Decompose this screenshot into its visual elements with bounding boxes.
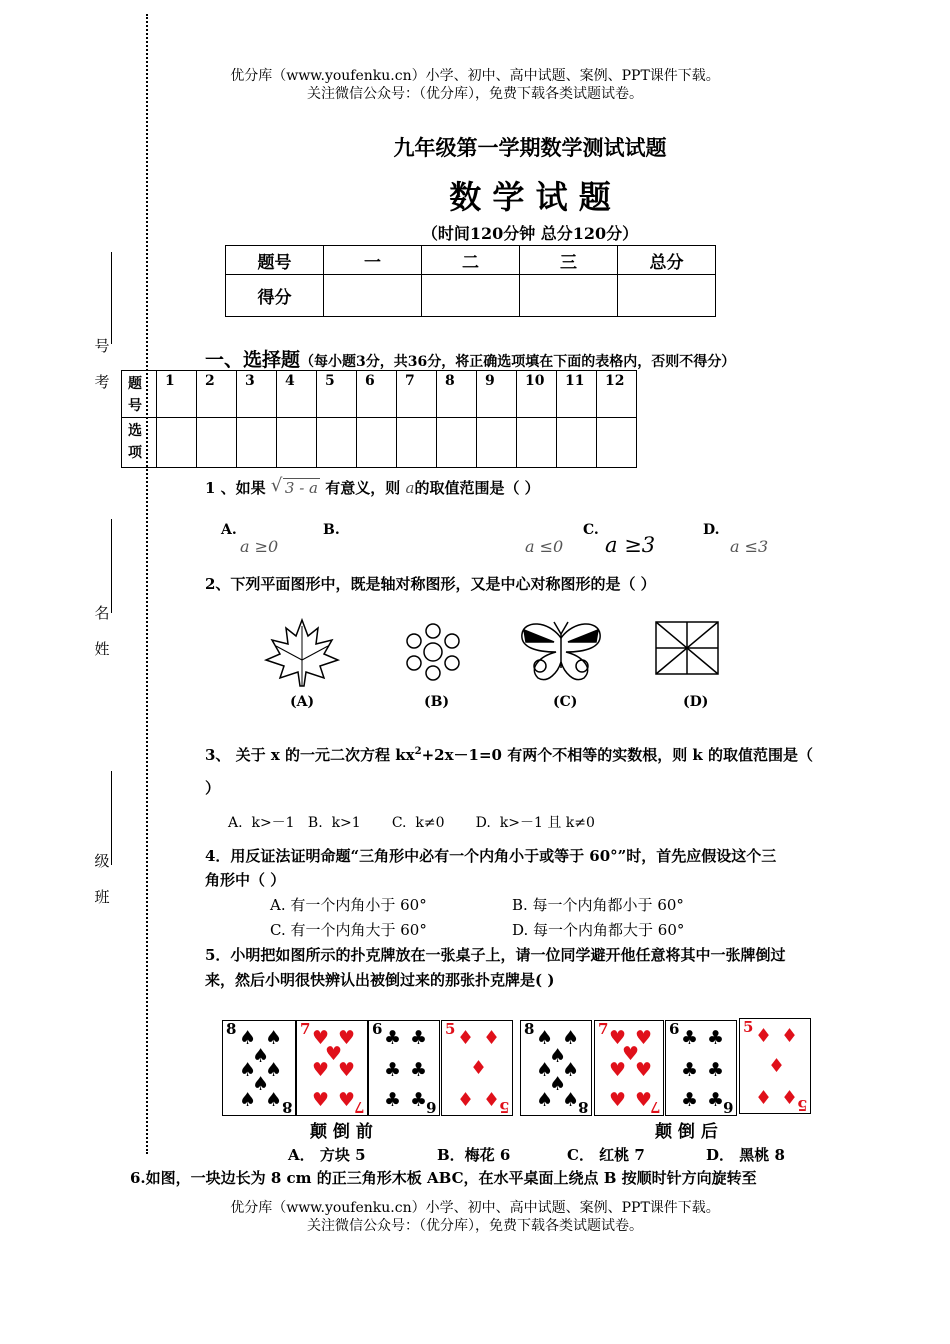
q5-option-d: D． 黑桃 8 bbox=[706, 1146, 785, 1164]
score-cell[interactable] bbox=[324, 275, 422, 317]
q1-option-a-expr: a ≥0 bbox=[240, 537, 279, 556]
playing-card: 8 8 ♠ ♠ ♠ ♠ ♠ ♠ ♠ ♠ bbox=[520, 1020, 592, 1116]
snowflake-figure bbox=[393, 620, 473, 688]
question-5-cont: 来，然后小明很快辨认出被倒过来的那张扑克牌是( ) bbox=[205, 971, 555, 989]
kaohao-write-line bbox=[111, 252, 112, 344]
answer-cell[interactable] bbox=[477, 418, 517, 468]
butterfly-figure bbox=[518, 618, 604, 688]
answer-number: 9 bbox=[477, 371, 517, 418]
maple-leaf-figure bbox=[262, 616, 342, 692]
playing-card: 7 7 ♥ ♥ ♥ ♥ ♥ ♥ ♥ bbox=[594, 1020, 664, 1116]
answer-cell[interactable] bbox=[437, 418, 477, 468]
score-header: 题号 bbox=[226, 246, 324, 275]
score-cell[interactable] bbox=[520, 275, 618, 317]
answer-cell[interactable] bbox=[277, 418, 317, 468]
answer-cell[interactable] bbox=[157, 418, 197, 468]
score-cell[interactable] bbox=[618, 275, 716, 317]
side-label-banji: 级 班 bbox=[94, 852, 110, 906]
question-6: 6.如图，一块边长为 8 cm 的正三角形木板 ABC，在水平桌面上绕点 B 按顺时针方向旋转至 bbox=[130, 1169, 757, 1187]
answer-number: 11 bbox=[557, 371, 597, 418]
header-line-2: 关注微信公众号：（优分库），免费下载各类试题试卷。 bbox=[307, 86, 643, 102]
q4-option-a: A. 有一个内角小于 60° bbox=[270, 896, 427, 914]
exam-title: 九年级第一学期数学测试试题 bbox=[393, 135, 667, 160]
question-3-options: A. k>－1 B. k>1 C. k≠0 D. k>－1 且 k≠0 bbox=[228, 815, 595, 831]
binding-dotted-line bbox=[146, 14, 148, 1154]
figure-label-a: (A) bbox=[290, 694, 315, 710]
answer-number: 3 bbox=[237, 371, 277, 418]
q1-option-a-label: A. bbox=[221, 522, 237, 538]
answer-table bbox=[121, 370, 637, 468]
figure-label-b: (B) bbox=[424, 694, 450, 710]
score-cell[interactable] bbox=[422, 275, 520, 317]
answer-cell[interactable] bbox=[597, 418, 637, 468]
playing-card: 7 7 ♥ ♥ ♥ ♥ ♥ ♥ ♥ bbox=[296, 1020, 368, 1116]
pinwheel-figure bbox=[654, 620, 720, 680]
answer-row-label: 题 号 bbox=[122, 371, 157, 418]
q1-option-b-label: B. bbox=[323, 522, 340, 538]
playing-card: 5 5 ♦ ♦ ♦ ♦ ♦ bbox=[739, 1018, 811, 1114]
q5-option-b: B．梅花 6 bbox=[437, 1146, 511, 1164]
question-1: 1 、如果 √ 3 - a 有意义，则 a的取值范围是（ ） bbox=[205, 476, 540, 500]
answer-cell[interactable] bbox=[557, 418, 597, 468]
q4-option-b: B. 每一个内角都小于 60° bbox=[512, 896, 684, 914]
answer-cell[interactable] bbox=[517, 418, 557, 468]
playing-card: 6 6 ♣ ♣ ♣ ♣ ♣ ♣ bbox=[665, 1020, 737, 1116]
footer-line-1: 优分库（www.youfenku.cn）小学、初中、高中试题、案例、PPT课件下载。 bbox=[230, 1200, 720, 1216]
header-line-1: 优分库（www.youfenku.cn）小学、初中、高中试题、案例、PPT课件下载。 bbox=[230, 68, 720, 84]
cards-before-label: 颠 倒 前 bbox=[310, 1122, 373, 1142]
question-3-close: ） bbox=[205, 779, 221, 797]
answer-cell[interactable] bbox=[397, 418, 437, 468]
answer-number: 4 bbox=[277, 371, 317, 418]
answer-number: 8 bbox=[437, 371, 477, 418]
answer-cell[interactable] bbox=[197, 418, 237, 468]
answer-number: 12 bbox=[597, 371, 637, 418]
question-4-cont: 角形中（ ） bbox=[205, 871, 286, 889]
q4-option-c: C. 有一个内角大于 60° bbox=[270, 921, 427, 939]
section1-heading: 一、选择题（每小题3分，共36分，将正确选项填在下面的表格内，否则不得分） bbox=[205, 349, 736, 371]
answer-number: 6 bbox=[357, 371, 397, 418]
q5-option-c: C． 红桃 7 bbox=[567, 1146, 645, 1164]
playing-card: 5 5 ♦ ♦ ♦ ♦ ♦ bbox=[441, 1020, 513, 1116]
exam-duration: （时间120分钟 总分120分） bbox=[421, 224, 639, 243]
q5-option-a: A． 方块 5 bbox=[288, 1146, 366, 1164]
cards-after-label: 颠 倒 后 bbox=[655, 1122, 718, 1142]
score-table bbox=[225, 245, 716, 317]
answer-number: 10 bbox=[517, 371, 557, 418]
answer-row-label: 选 项 bbox=[122, 418, 157, 468]
q1-option-c-expr: a ≥3 bbox=[605, 533, 656, 557]
answer-cell[interactable] bbox=[237, 418, 277, 468]
answer-number: 2 bbox=[197, 371, 237, 418]
question-5: 5．小明把如图所示的扑克牌放在一张桌子上，请一位同学避开他任意将其中一张牌倒过 bbox=[205, 946, 786, 964]
answer-number: 1 bbox=[157, 371, 197, 418]
playing-card: 6 6 ♣ ♣ ♣ ♣ ♣ ♣ bbox=[368, 1020, 440, 1116]
xingming-write-line bbox=[111, 519, 112, 613]
q4-option-d: D. 每一个内角都大于 60° bbox=[512, 921, 685, 939]
side-label-xingming: 名 姓 bbox=[94, 604, 110, 658]
exam-subject-title: 数 学 试 题 bbox=[449, 178, 611, 216]
score-row-label: 得分 bbox=[226, 275, 324, 317]
score-header: 三 bbox=[520, 246, 618, 275]
answer-number: 7 bbox=[397, 371, 437, 418]
radical-expression: √ 3 - a bbox=[270, 475, 318, 497]
q1-option-d-expr: a ≤3 bbox=[730, 537, 769, 556]
question-2: 2、下列平面图形中，既是轴对称图形，又是中心对称图形的是（ ） bbox=[205, 575, 656, 593]
score-header: 总分 bbox=[618, 246, 716, 275]
banji-write-line bbox=[111, 771, 112, 865]
question-3: 3、 关于 x 的一元二次方程 $kx^2+2x-1=0$ 有两个不相等的实数根，则 k 的取值范围是（ bbox=[205, 746, 814, 764]
q1-option-d-label: D. bbox=[703, 522, 720, 538]
score-header: 一 bbox=[324, 246, 422, 275]
question-4: 4．用反证法证明命题“三角形中必有一个内角小于或等于 60°”时，首先应假设这个三 bbox=[205, 847, 777, 865]
q1-option-b-expr: a ≤0 bbox=[525, 537, 564, 556]
figure-label-c: (C) bbox=[553, 694, 578, 710]
answer-cell[interactable] bbox=[317, 418, 357, 468]
side-label-kaohao: 号 考 bbox=[94, 337, 110, 391]
answer-number: 5 bbox=[317, 371, 357, 418]
score-header: 二 bbox=[422, 246, 520, 275]
figure-label-d: (D) bbox=[683, 694, 709, 710]
answer-cell[interactable] bbox=[357, 418, 397, 468]
playing-card: 8 8 ♠ ♠ ♠ ♠ ♠ ♠ ♠ ♠ bbox=[222, 1020, 296, 1116]
footer-line-2: 关注微信公众号：（优分库），免费下载各类试题试卷。 bbox=[307, 1218, 643, 1234]
q1-option-c-label: C. bbox=[583, 522, 599, 538]
